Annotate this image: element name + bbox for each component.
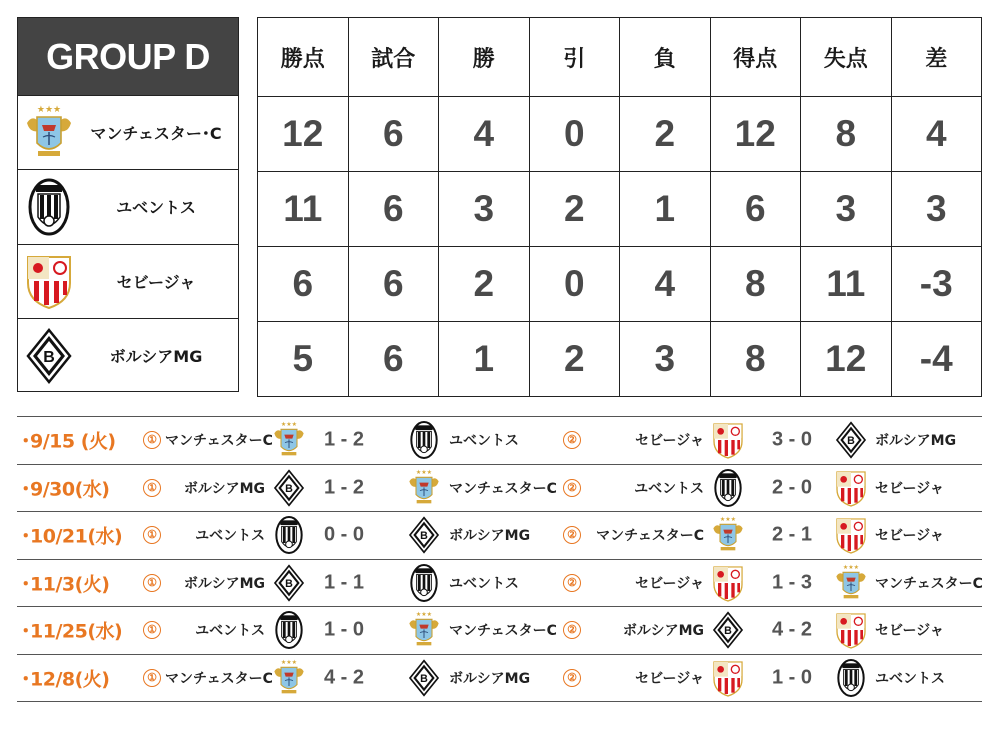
round-marker-1: ① bbox=[143, 479, 161, 497]
round-marker-2: ② bbox=[563, 621, 581, 639]
juventus-crest bbox=[272, 610, 306, 650]
matchday-row bbox=[17, 607, 982, 655]
sevilla-crest bbox=[711, 658, 745, 698]
juventus-crest bbox=[272, 515, 306, 555]
team-name: ユベントス bbox=[116, 198, 196, 218]
team-cell-3 bbox=[18, 245, 238, 319]
table-row bbox=[258, 97, 982, 172]
match-1-score: 0 - 0 bbox=[323, 523, 365, 546]
match-2-home: セビージャ bbox=[635, 575, 704, 592]
stat-cell: 4 bbox=[620, 247, 711, 322]
stat-cell: 3 bbox=[439, 172, 530, 247]
stat-cell: 2 bbox=[439, 247, 530, 322]
round-marker-2: ② bbox=[563, 526, 581, 544]
match-schedule bbox=[17, 416, 982, 702]
stat-cell: 6 bbox=[348, 172, 439, 247]
stat-cell: 12 bbox=[258, 97, 349, 172]
match-2-away: セビージャ bbox=[875, 528, 944, 545]
matchday-row bbox=[17, 465, 982, 513]
stat-cell: 11 bbox=[258, 172, 349, 247]
team-cell-4 bbox=[18, 319, 238, 393]
match-date: ･10/21(水) bbox=[21, 525, 123, 548]
round-marker-2: ② bbox=[563, 574, 581, 592]
match-1-home: ボルシアMG bbox=[183, 575, 265, 592]
round-marker-1: ① bbox=[143, 621, 161, 639]
round-marker-1: ① bbox=[143, 669, 161, 687]
matchday-row bbox=[17, 417, 982, 465]
stat-cell: 8 bbox=[710, 322, 801, 397]
stat-cell: 1 bbox=[620, 172, 711, 247]
stat-cell: 8 bbox=[710, 247, 801, 322]
team-column bbox=[17, 17, 239, 392]
stat-cell: 12 bbox=[801, 322, 892, 397]
stat-cell: 4 bbox=[439, 97, 530, 172]
sevilla-crest bbox=[24, 251, 74, 311]
stat-cell: 3 bbox=[620, 322, 711, 397]
round-marker-2: ② bbox=[563, 479, 581, 497]
match-1-home: ユベントス bbox=[195, 623, 265, 640]
col-drawn: 引 bbox=[529, 18, 620, 97]
man-city-crest bbox=[834, 563, 868, 603]
man-city-crest bbox=[407, 468, 441, 508]
match-date: ･11/25(水) bbox=[21, 620, 123, 643]
gladbach-crest bbox=[272, 563, 306, 603]
match-2-away: マンチェスターC bbox=[875, 575, 983, 592]
stat-cell: 0 bbox=[529, 247, 620, 322]
match-2-away: セビージャ bbox=[875, 480, 944, 497]
gladbach-crest bbox=[272, 468, 306, 508]
table-row bbox=[258, 322, 982, 397]
round-marker-1: ① bbox=[143, 431, 161, 449]
match-1-score: 1 - 2 bbox=[323, 428, 365, 451]
stat-cell: 6 bbox=[348, 247, 439, 322]
matchday-row bbox=[17, 512, 982, 560]
match-1-score: 1 - 2 bbox=[323, 476, 365, 499]
stat-cell: 1 bbox=[439, 322, 530, 397]
gladbach-crest bbox=[24, 326, 74, 386]
stat-cell: 3 bbox=[891, 172, 982, 247]
stat-cell: 2 bbox=[529, 322, 620, 397]
table-row bbox=[258, 172, 982, 247]
sevilla-crest bbox=[834, 610, 868, 650]
match-2-home: ユベントス bbox=[634, 480, 704, 497]
match-2-away: ユベントス bbox=[875, 670, 945, 687]
col-points: 勝点 bbox=[258, 18, 349, 97]
match-2-home: マンチェスターC bbox=[596, 528, 704, 545]
round-marker-2: ② bbox=[563, 669, 581, 687]
sevilla-crest bbox=[711, 563, 745, 603]
stat-cell: -4 bbox=[891, 322, 982, 397]
matchday-row bbox=[17, 655, 982, 703]
match-2-score: 2 - 1 bbox=[771, 523, 813, 546]
sevilla-crest bbox=[834, 515, 868, 555]
sevilla-crest bbox=[711, 420, 745, 460]
col-goals-for: 得点 bbox=[710, 18, 801, 97]
man-city-crest bbox=[272, 658, 306, 698]
gladbach-crest bbox=[834, 420, 868, 460]
match-1-away: ユベントス bbox=[449, 433, 519, 450]
match-2-score: 1 - 3 bbox=[771, 571, 813, 594]
match-2-score: 1 - 0 bbox=[771, 666, 813, 689]
match-1-home: ユベントス bbox=[195, 528, 265, 545]
stat-cell: 6 bbox=[348, 322, 439, 397]
stat-cell: 6 bbox=[348, 97, 439, 172]
col-won: 勝 bbox=[439, 18, 530, 97]
man-city-crest bbox=[711, 515, 745, 555]
juventus-crest bbox=[24, 177, 74, 237]
gladbach-crest bbox=[407, 515, 441, 555]
match-1-home: ボルシアMG bbox=[183, 480, 265, 497]
sevilla-crest bbox=[834, 468, 868, 508]
stat-cell: 6 bbox=[710, 172, 801, 247]
match-2-score: 3 - 0 bbox=[771, 428, 813, 451]
stat-cell: 12 bbox=[710, 97, 801, 172]
round-marker-1: ① bbox=[143, 526, 161, 544]
table-row bbox=[258, 247, 982, 322]
col-goals-against: 失点 bbox=[801, 18, 892, 97]
man-city-crest bbox=[272, 420, 306, 460]
match-1-score: 4 - 2 bbox=[323, 666, 365, 689]
match-1-away: ボルシアMG bbox=[449, 670, 531, 687]
round-marker-1: ① bbox=[143, 574, 161, 592]
stat-cell: 11 bbox=[801, 247, 892, 322]
match-1-home: マンチェスターC bbox=[165, 670, 273, 687]
stat-cell: 2 bbox=[620, 97, 711, 172]
stat-cell: 2 bbox=[529, 172, 620, 247]
match-date: ･9/15 (火) bbox=[21, 430, 116, 453]
match-date: ･12/8(火) bbox=[21, 668, 110, 691]
juventus-crest bbox=[711, 468, 745, 508]
team-cell-1 bbox=[18, 96, 238, 170]
match-1-away: ユベントス bbox=[449, 575, 519, 592]
header-row bbox=[258, 18, 982, 97]
stat-cell: 8 bbox=[801, 97, 892, 172]
juventus-crest bbox=[407, 420, 441, 460]
match-date: ･11/3(火) bbox=[21, 573, 110, 596]
match-1-away: ボルシアMG bbox=[449, 528, 531, 545]
stat-cell: -3 bbox=[891, 247, 982, 322]
matchday-row bbox=[17, 560, 982, 608]
col-lost: 負 bbox=[620, 18, 711, 97]
match-2-score: 4 - 2 bbox=[771, 618, 813, 641]
match-2-home: ボルシアMG bbox=[622, 623, 704, 640]
stat-cell: 0 bbox=[529, 97, 620, 172]
match-1-score: 1 - 1 bbox=[323, 571, 365, 594]
team-cell-2 bbox=[18, 170, 238, 244]
standings-table bbox=[257, 17, 982, 397]
match-1-away: マンチェスターC bbox=[449, 623, 557, 640]
match-2-home: セビージャ bbox=[635, 433, 704, 450]
col-played: 試合 bbox=[348, 18, 439, 97]
gladbach-crest bbox=[407, 658, 441, 698]
match-1-score: 1 - 0 bbox=[323, 618, 365, 641]
match-2-away: セビージャ bbox=[875, 623, 944, 640]
match-1-away: マンチェスターC bbox=[449, 480, 557, 497]
team-name: セビージャ bbox=[116, 272, 196, 292]
col-goal-diff: 差 bbox=[891, 18, 982, 97]
match-2-home: セビージャ bbox=[635, 670, 704, 687]
match-2-away: ボルシアMG bbox=[875, 433, 957, 450]
team-name: ボルシアMG bbox=[109, 347, 203, 367]
stat-cell: 4 bbox=[891, 97, 982, 172]
stat-cell: 6 bbox=[258, 247, 349, 322]
match-1-home: マンチェスターC bbox=[165, 433, 273, 450]
juventus-crest bbox=[407, 563, 441, 603]
team-name: マンチェスター･C bbox=[90, 124, 222, 144]
man-city-crest bbox=[24, 103, 74, 163]
group-title: GROUP D bbox=[18, 18, 238, 96]
match-2-score: 2 - 0 bbox=[771, 476, 813, 499]
juventus-crest bbox=[834, 658, 868, 698]
stat-cell: 3 bbox=[801, 172, 892, 247]
gladbach-crest bbox=[711, 610, 745, 650]
round-marker-2: ② bbox=[563, 431, 581, 449]
stat-cell: 5 bbox=[258, 322, 349, 397]
man-city-crest bbox=[407, 610, 441, 650]
match-date: ･9/30(水) bbox=[21, 478, 110, 501]
